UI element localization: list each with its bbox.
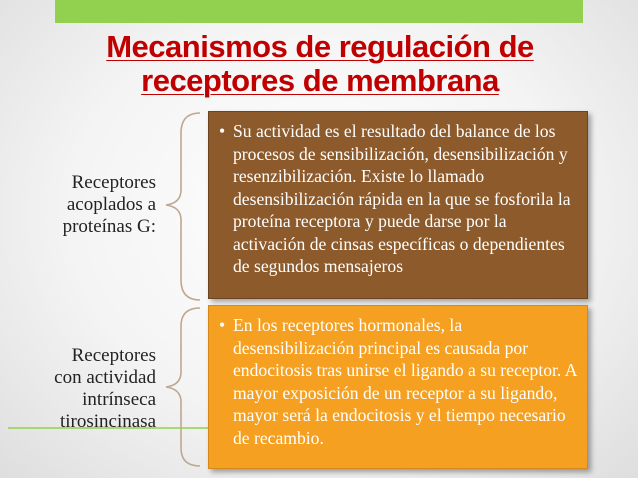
slide-title (95, 30, 545, 98)
label-line: proteínas G: (62, 216, 156, 237)
label-line: con actividad (54, 367, 156, 388)
label-line: intrínseca (82, 389, 156, 410)
bullet-dot: • (219, 315, 226, 335)
row-label-gprotein (20, 172, 156, 238)
label-line: tirosincinasa (59, 411, 156, 432)
content-box-tyrosine-kinase (208, 305, 588, 469)
row-label-tyrosine-kinase (8, 345, 156, 433)
content-box-gprotein (208, 111, 588, 299)
bullet-text: Su actividad es el resultado del balance de los procesos de sensibilización, desensibilización y resenzibilización. Existe lo llamado desensibilización rápida en la que se fosforila la proteína receptora y puede darse por la activación de cinsas específicas o dependientes de segundos mensajeros (233, 121, 571, 276)
bullet-text: En los receptores hormonales, la desensibilización principal es causada por endocitosis tras unirse el ligando a su receptor. A mayor exposición de un receptor a su ligando, mayor será la endocitosis y el tiempo necesario de recambio. (233, 315, 577, 448)
bullet-item (219, 120, 577, 278)
top-accent-bar (55, 0, 583, 23)
brace-lower (166, 308, 200, 466)
bullet-dot: • (219, 121, 226, 141)
slide-title-line-1: Mecanismos de regulación de (106, 29, 534, 64)
bullet-item (219, 314, 577, 449)
brace-upper (166, 113, 200, 300)
label-line: acoplados a (66, 194, 156, 215)
label-line: Receptores (71, 345, 156, 366)
label-line: Receptores (71, 172, 156, 193)
slide-title-line-2: receptores de membrana (141, 63, 499, 98)
